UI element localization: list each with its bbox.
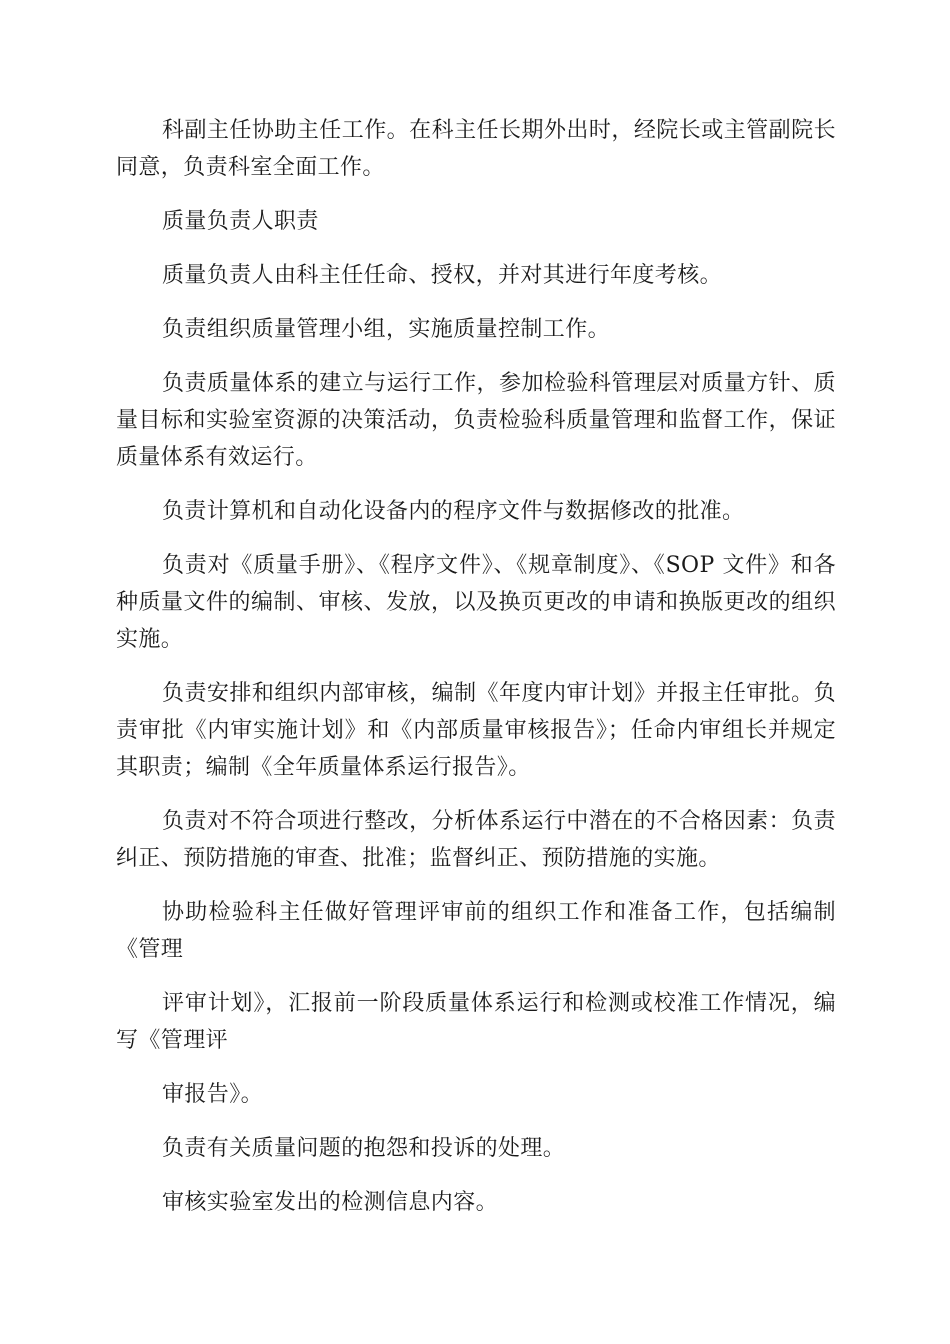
paragraph-appointment: 质量负责人由科主任任命、授权，并对其进行年度考核。 xyxy=(162,263,723,288)
paragraph-internal-audit: 负责安排和组织内部审核，编制《年度内审计划》并报主任审批。负责审批《内审实施计划》和《内部质量审核报告》；任命内审组长并规定其职责；编制《全年质量体系运行报告》。 xyxy=(116,681,836,780)
paragraph-review-info: 审核实验室发出的检测信息内容。 xyxy=(162,1190,499,1215)
paragraph-management-review-2: 评审计划》，汇报前一阶段质量体系运行和检测或校准工作情况，编写《管理评 xyxy=(116,991,836,1053)
section-heading-quality-manager: 质量负责人职责 xyxy=(162,209,319,234)
document-body xyxy=(116,112,836,1238)
paragraph-nonconformity: 负责对不符合项进行整改，分析体系运行中潜在的不合格因素：负责纠正、预防措施的审查、批准；监督纠正、预防措施的实施。 xyxy=(116,809,836,871)
paragraph-complaints: 负责有关质量问题的抱怨和投诉的处理。 xyxy=(162,1136,566,1161)
paragraph-quality-group: 负责组织质量管理小组，实施质量控制工作。 xyxy=(162,317,611,342)
paragraph-computer-approval: 负责计算机和自动化设备内的程序文件与数据修改的批准。 xyxy=(162,499,745,524)
paragraph-deputy-director: 科副主任协助主任工作。在科主任长期外出时，经院长或主管副院长同意，负责科室全面工作。 xyxy=(116,118,836,180)
paragraph-management-review-3: 审报告》。 xyxy=(162,1082,264,1107)
paragraph-management-review-1: 协助检验科主任做好管理评审前的组织工作和准备工作，包括编制《管理 xyxy=(116,900,836,962)
paragraph-documents: 负责对《质量手册》、《程序文件》、《规章制度》、《SOP 文件》和各种质量文件的编制、审核、发放，以及换页更改的申请和换版更改的组织实施。 xyxy=(116,553,836,652)
paragraph-quality-system: 负责质量体系的建立与运行工作，参加检验科管理层对质量方针、质量目标和实验室资源的决策活动，负责检验科质量管理和监督工作，保证质量体系有效运行。 xyxy=(116,371,836,470)
